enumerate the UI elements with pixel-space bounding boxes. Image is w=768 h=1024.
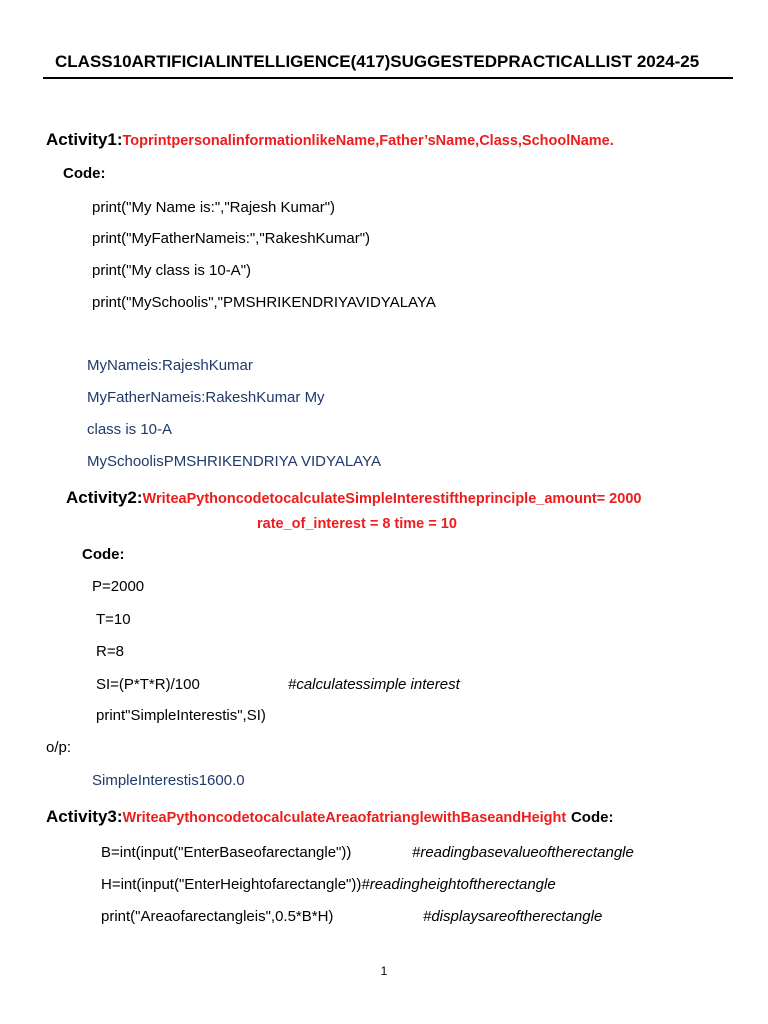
activity1-description: ToprintpersonalinformationlikeName,Father’sName,Class,SchoolName.	[122, 133, 614, 149]
activity2-description: WriteaPythoncodetocalculateSimpleInterestiftheprinciple_amount= 2000	[142, 491, 642, 507]
activity2-output: SimpleInterestis1600.0	[92, 772, 245, 789]
activity1-code-line: print("My class is 10-A")	[92, 262, 252, 279]
activity2-label: Activity2:	[66, 488, 143, 507]
activity1-code-line: print("My Name is:","Rajesh Kumar")	[92, 199, 336, 216]
page-number: 1	[380, 964, 388, 978]
activity1-code-line: print("MyFatherNameis:","RakeshKumar")	[92, 230, 371, 247]
activity3-heading	[46, 807, 613, 827]
activity2-code-line: R=8	[96, 643, 124, 660]
activity2-code-line: SI=(P*T*R)/100	[96, 676, 200, 693]
activity3-code-label: Code:	[570, 809, 614, 826]
activity1-code-line: print("MySchoolis","PMSHRIKENDRIYAVIDYALAYA	[92, 294, 436, 311]
activity1-code-label: Code:	[63, 165, 106, 182]
activity3-code-comment: #readingheightoftherectangle	[361, 876, 556, 893]
activity2-print-line: print"SimpleInterestis",SI)	[96, 707, 266, 724]
activity3-code-stmt: H=int(input("EnterHeightofarectangle"))	[101, 876, 362, 893]
document-title: CLASS10ARTIFICIALINTELLIGENCE(417)SUGGESTEDPRACTICALLIST 2024-25	[55, 52, 700, 71]
activity1-heading	[46, 130, 614, 150]
activity2-output-label: o/p:	[46, 739, 72, 756]
activity2-code-label: Code:	[82, 546, 125, 563]
activity3-description: WriteaPythoncodetocalculateAreaofatrianglewithBaseandHeight	[122, 810, 567, 826]
activity1-label: Activity1:	[46, 130, 123, 149]
activity3-label: Activity3:	[46, 807, 123, 826]
activity3-code-line	[101, 876, 556, 893]
activity3-code-comment: #readingbasevalueoftherectangle	[412, 844, 634, 861]
activity1-output-line: MyFatherNameis:RakeshKumar My	[87, 389, 325, 406]
activity1-output-line: MySchoolisPMSHRIKENDRIYA VIDYALAYA	[87, 453, 381, 470]
activity2-code-line: T=10	[96, 611, 131, 628]
activity3-code-line: B=int(input("EnterBaseofarectangle"))	[101, 844, 352, 861]
activity2-description-line2: rate_of_interest = 8 time = 10	[257, 516, 457, 532]
title-underline	[43, 77, 733, 79]
activity3-code-line: print("Areaofarectangleis",0.5*B*H)	[101, 908, 334, 925]
activity2-heading-line2	[257, 513, 457, 533]
activity3-code-comment: #displaysareoftherectangle	[423, 908, 603, 925]
activity2-code-line: P=2000	[92, 578, 145, 595]
activity2-code-comment: #calculatessimple interest	[288, 676, 460, 693]
activity2-heading	[66, 488, 641, 508]
activity1-output-line: class is 10-A	[87, 421, 173, 438]
activity1-output-line: MyNameis:RajeshKumar	[87, 357, 253, 374]
